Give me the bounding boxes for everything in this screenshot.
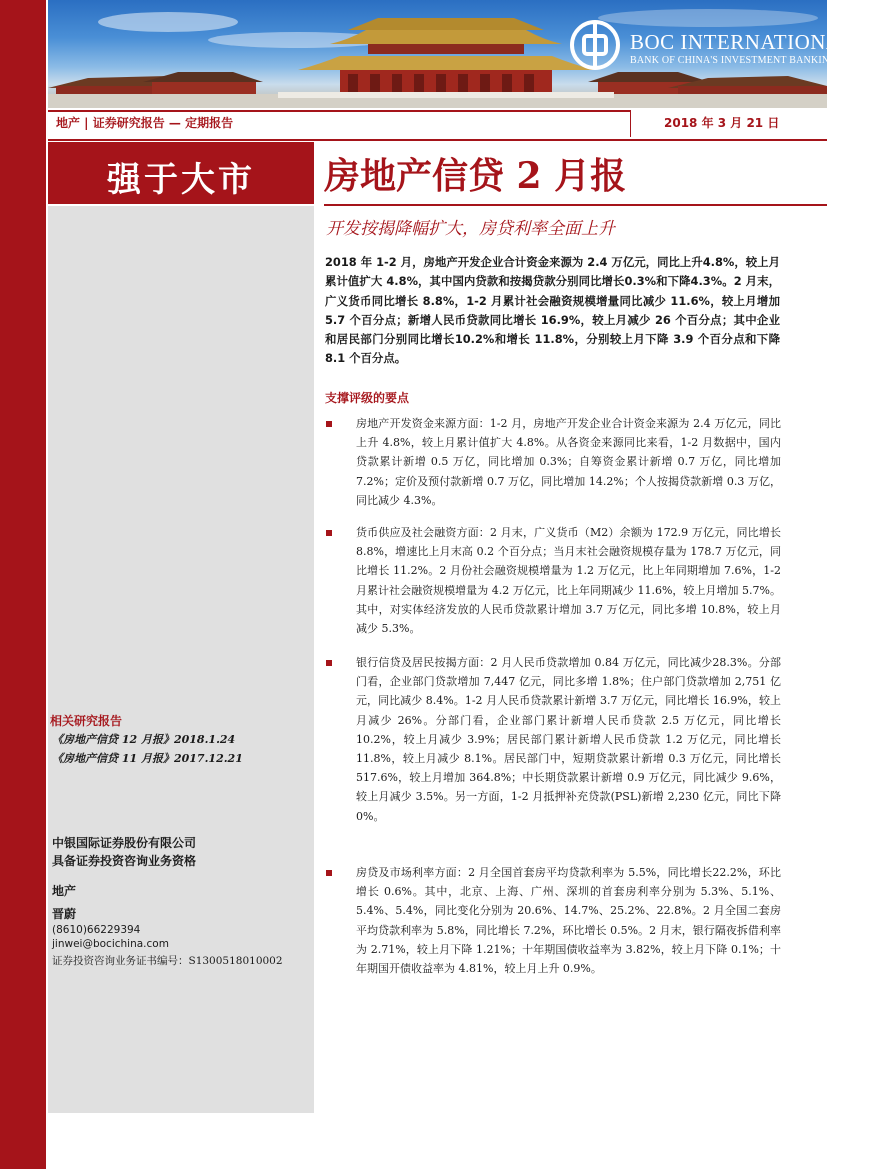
related-report-item[interactable]: 《房地产信贷 11 月报》2017.12.21 (52, 752, 243, 765)
report-subtitle: 开发按揭降幅扩大，房贷利率全面上升 (326, 219, 615, 239)
brand-name: BOC INTERNATIONAL (630, 30, 855, 54)
bullet-square-icon (326, 421, 332, 427)
left-red-stripe (0, 0, 46, 1169)
related-report-item[interactable]: 《房地产信贷 12 月报》2018.1.24 (52, 733, 236, 746)
sidebar-panel (48, 206, 314, 1113)
report-title: 房地产信贷 2 月报 (324, 155, 627, 197)
bullet-square-icon (326, 870, 332, 876)
company-qualification: 具备证券投资咨询业务资格 (52, 854, 197, 868)
key-point: 房地产开发资金来源方面：1-2 月，房地产开发企业合计资金来源为 2.4 万亿元，同比上升 4.8%，较上月累计值扩大 4.8%。从各资金来源同比来看，1-2 月数据中，国内贷款累计新增 0.5 万亿，同比增加 0.3%；自筹资金累计新增 0.7 万亿，同比增加 7.2%；定价及预付款新增 0.7 万亿，同比增加 14.2%；个人按揭贷款新增 0.3 万亿，同比减少 4.3%。 (356, 417, 781, 507)
analyst-email[interactable]: jinwei@bocichina.com (52, 938, 169, 950)
summary-paragraph: 2018 年 1-2 月，房地产开发企业合计资金来源为 2.4 万亿元，同比上升4.8%，较上月累计值扩大 4.8%，其中国内贷款和按揭贷款分别同比增长0.3%和下降4.3%。2 月末，广义货币同比增长 8.8%，1-2 月累计社会融资规模增量同比减少 11.6%，较上月增加 5.7 个百分点；新增人民币贷款同比增长 16.9%，较上月减少 26 个百分点；其中企业和居民部门分别同比增长10.2%和增长 11.8%，分别较上月下降 3.9 个百分点和下降 8.1 个百分点。 (325, 255, 780, 366)
analyst-certificate: 证券投资咨询业务证书编号：S1300518010002 (52, 955, 283, 967)
key-point: 银行信贷及居民按揭方面：2 月人民币贷款增加 0.84 万亿元，同比减少28.3%。分部门看，企业部门贷款增加 7,447 亿元，同比多增 1.8%；住户部门贷款增加 2,751 亿元，同比减少 8.4%。1-2 月人民币贷款累计新增 3.7 万亿元，同比增长 16.9%，较上月减少 26%。分部门看，企业部门累计新增人民币贷款 2.5 万亿元，同比增长 10.2%，较上月减少 3.9%；居民部门累计新增人民币贷款 1.2 万亿元，同比增长 11.8%，较上月减少 8.1%。居民部门中，短期贷款累计新增 0.3 万亿元，同比增长 517.6%，较上月增加 364.8%；中长期贷款累计新增 0.9 万亿元，同比减少 9.6%，较上月减少 3.5%。另一方面，1-2 月抵押补充贷款(PSL)新增 2,230 亿元，同比下降 0%。 (356, 656, 781, 823)
key-point: 货币供应及社会融资方面：2 月末，广义货币（M2）余额为 172.9 万亿元，同比增长 8.8%，增速比上月末高 0.2 个百分点；当月末社会融资规模存量为 178.7 万亿元，同比增长 11.2%。2 月份社会融资规模增量为 1.2 万亿元，比上年同期增加 7.6%，1-2 月累计社会融资规模增量为 4.2 万亿元，比上年同期减少 11.6%，较上月增加 5.7%。其中，对实体经济发放的人民币贷款累计增加 3.7 万亿元，同比多增 10.8%，较上月减少 5.3%。 (356, 526, 781, 636)
analyst-name: 晋蔚 (52, 907, 77, 921)
header-banner-image (48, 0, 874, 108)
boc-logo-icon (570, 20, 620, 70)
brand-tagline: BANK OF CHINA'S INVESTMENT BANKING GROUP (630, 55, 874, 66)
analyst-sector: 地产 (52, 884, 77, 898)
bullet-square-icon (326, 660, 332, 666)
related-reports-title: 相关研究报告 (50, 714, 123, 728)
rating-label: 强于大市 (107, 160, 255, 200)
company-name: 中银国际证券股份有限公司 (52, 836, 197, 850)
bullet-square-icon (326, 530, 332, 536)
report-date: 2018 年 3 月 21 日 (664, 116, 780, 130)
key-point: 房贷及市场利率方面：2 月全国首套房平均贷款利率为 5.5%，同比增长22.2%，环比增长 0.6%。其中，北京、上海、广州、深圳的首套房利率分别为 5.3%、5.1%、5.4%、5.4%，同比变化分别为 20.6%、14.7%、25.2%、22.8%。2 月全国二套房平均贷款利率为 5.8%，同比增长 7.2%，环比增长 0.5%。2 月末，银行隔夜拆借利率为 2.71%，较上月下降 1.21%；十年期国债收益率为 3.82%，较上月下降 0.1%；十年期国开债收益率为 4.81%，较上月上升 0.9%。 (356, 866, 781, 976)
title-divider (324, 204, 827, 206)
key-points-title: 支撑评级的要点 (325, 391, 410, 405)
report-category: 地产 | 证券研究报告 — 定期报告 (56, 116, 234, 130)
analyst-phone: (8610)66229394 (52, 924, 141, 936)
